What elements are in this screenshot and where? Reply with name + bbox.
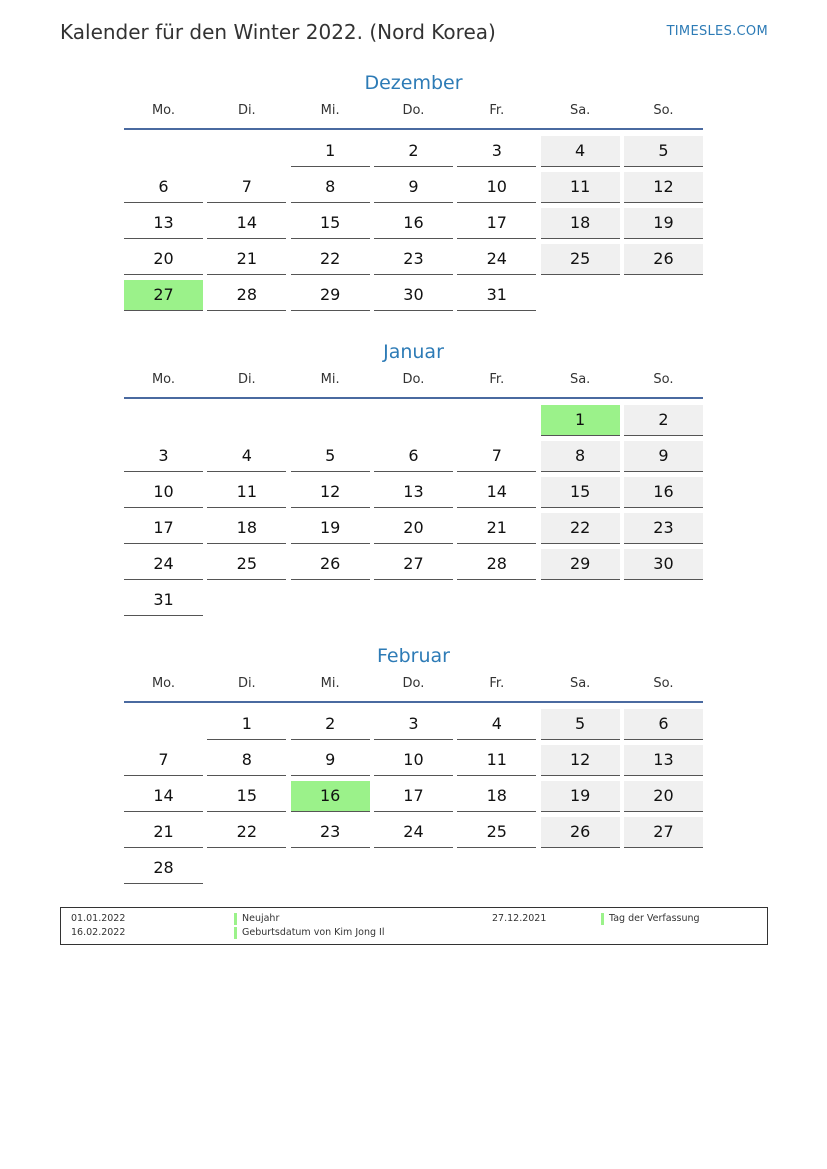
day-cell: 22 — [541, 513, 620, 544]
day-cell: 25 — [541, 244, 620, 275]
day-cell: 14 — [207, 208, 286, 239]
weekday-label: Do. — [402, 103, 425, 118]
day-cell: 6 — [124, 172, 203, 203]
legend-date: 27.12.2021 — [492, 913, 547, 924]
day-cell: 23 — [374, 244, 453, 275]
day-cell: 14 — [124, 781, 203, 812]
day-cell: 3 — [374, 709, 453, 740]
day-cell: 11 — [541, 172, 620, 203]
day-cell: 21 — [124, 817, 203, 848]
day-cell: 1 — [291, 136, 370, 167]
month-january — [124, 339, 703, 619]
day-cell: 29 — [291, 280, 370, 311]
day-cell: 11 — [207, 477, 286, 508]
weekday-label: Do. — [402, 676, 425, 691]
day-cell: 10 — [374, 745, 453, 776]
day-cell: 9 — [374, 172, 453, 203]
weekday-label: Mi. — [320, 103, 340, 118]
month-title: Februar — [377, 645, 450, 667]
day-cell: 4 — [207, 441, 286, 472]
day-cell: 19 — [624, 208, 703, 239]
day-cell: 7 — [124, 745, 203, 776]
holiday-day-cell: 16 — [291, 781, 370, 812]
day-cell: 4 — [541, 136, 620, 167]
day-cell: 29 — [541, 549, 620, 580]
weekday-header — [124, 369, 703, 399]
day-cell: 8 — [291, 172, 370, 203]
weekday-label: Fr. — [489, 103, 505, 118]
day-cell: 17 — [374, 781, 453, 812]
day-cell: 26 — [624, 244, 703, 275]
weekday-label: Sa. — [569, 103, 591, 118]
weekday-label: Di. — [237, 372, 256, 387]
day-cell: 20 — [124, 244, 203, 275]
day-cell: 16 — [624, 477, 703, 508]
day-cell: 20 — [624, 781, 703, 812]
day-cell: 13 — [374, 477, 453, 508]
day-cell: 31 — [457, 280, 536, 311]
day-cell: 27 — [374, 549, 453, 580]
day-cell: 15 — [541, 477, 620, 508]
weekday-label: Mi. — [320, 676, 340, 691]
day-cell: 18 — [207, 513, 286, 544]
day-cell: 28 — [457, 549, 536, 580]
day-cell: 30 — [374, 280, 453, 311]
holiday-day-cell: 27 — [124, 280, 203, 311]
weekday-label: So. — [653, 103, 674, 118]
month-december — [124, 70, 703, 314]
day-cell: 17 — [457, 208, 536, 239]
weekday-label: Sa. — [569, 676, 591, 691]
weekday-label: Mo. — [151, 676, 176, 691]
day-cell: 25 — [207, 549, 286, 580]
day-cell: 31 — [124, 585, 203, 616]
legend-holiday-name: Tag der Verfassung — [601, 913, 700, 925]
legend-date: 01.01.2022 — [71, 913, 126, 924]
day-cell: 19 — [541, 781, 620, 812]
weekday-label: Do. — [402, 372, 425, 387]
day-cell: 24 — [374, 817, 453, 848]
day-cell: 25 — [457, 817, 536, 848]
month-february — [124, 643, 703, 887]
day-cell: 28 — [124, 853, 203, 884]
weekday-label: Sa. — [569, 372, 591, 387]
day-cell: 13 — [124, 208, 203, 239]
day-cell: 28 — [207, 280, 286, 311]
weekday-label: Di. — [237, 676, 256, 691]
day-cell: 8 — [207, 745, 286, 776]
day-cell: 12 — [624, 172, 703, 203]
day-cell: 24 — [457, 244, 536, 275]
weekday-label: Fr. — [489, 372, 505, 387]
day-cell: 30 — [624, 549, 703, 580]
day-cell: 7 — [207, 172, 286, 203]
day-cell: 26 — [291, 549, 370, 580]
day-cell: 19 — [291, 513, 370, 544]
day-cell: 23 — [624, 513, 703, 544]
weekday-header — [124, 100, 703, 130]
day-cell: 21 — [457, 513, 536, 544]
day-cell: 16 — [374, 208, 453, 239]
day-cell: 24 — [124, 549, 203, 580]
day-cell: 10 — [124, 477, 203, 508]
weekday-label: So. — [653, 372, 674, 387]
day-cell: 20 — [374, 513, 453, 544]
weekday-label: Mi. — [320, 372, 340, 387]
day-cell: 2 — [291, 709, 370, 740]
day-cell: 15 — [291, 208, 370, 239]
brand-link[interactable]: TIMESLES.COM — [666, 24, 768, 39]
legend-holiday-name: Geburtsdatum von Kim Jong Il — [234, 927, 384, 939]
month-title: Dezember — [364, 72, 463, 94]
day-cell: 14 — [457, 477, 536, 508]
day-grid — [124, 703, 703, 887]
weekday-label: Mo. — [151, 103, 176, 118]
day-cell: 3 — [457, 136, 536, 167]
day-cell: 22 — [207, 817, 286, 848]
day-cell: 9 — [291, 745, 370, 776]
day-cell: 3 — [124, 441, 203, 472]
page-header — [60, 20, 768, 46]
day-cell: 12 — [291, 477, 370, 508]
day-cell: 26 — [541, 817, 620, 848]
day-cell: 5 — [291, 441, 370, 472]
weekday-header — [124, 673, 703, 703]
holiday-legend — [60, 907, 768, 945]
day-cell: 13 — [624, 745, 703, 776]
day-cell: 9 — [624, 441, 703, 472]
legend-date: 16.02.2022 — [71, 927, 126, 938]
day-cell: 6 — [374, 441, 453, 472]
holiday-day-cell: 1 — [541, 405, 620, 436]
day-cell: 5 — [541, 709, 620, 740]
day-cell: 6 — [624, 709, 703, 740]
page-title: Kalender für den Winter 2022. (Nord Korea) — [60, 20, 496, 44]
day-cell: 7 — [457, 441, 536, 472]
month-title: Januar — [383, 341, 444, 363]
day-cell: 4 — [457, 709, 536, 740]
day-cell: 18 — [457, 781, 536, 812]
day-cell: 5 — [624, 136, 703, 167]
day-cell: 12 — [541, 745, 620, 776]
day-cell: 11 — [457, 745, 536, 776]
day-cell: 2 — [374, 136, 453, 167]
day-cell: 17 — [124, 513, 203, 544]
legend-holiday-name: Neujahr — [234, 913, 279, 925]
day-cell: 2 — [624, 405, 703, 436]
day-cell: 8 — [541, 441, 620, 472]
day-cell: 21 — [207, 244, 286, 275]
day-grid — [124, 130, 703, 314]
weekday-label: So. — [653, 676, 674, 691]
day-cell: 27 — [624, 817, 703, 848]
weekday-label: Mo. — [151, 372, 176, 387]
day-cell: 23 — [291, 817, 370, 848]
day-cell: 1 — [207, 709, 286, 740]
day-cell: 22 — [291, 244, 370, 275]
day-cell: 10 — [457, 172, 536, 203]
day-cell: 15 — [207, 781, 286, 812]
weekday-label: Di. — [237, 103, 256, 118]
day-grid — [124, 399, 703, 619]
day-cell: 18 — [541, 208, 620, 239]
weekday-label: Fr. — [489, 676, 505, 691]
